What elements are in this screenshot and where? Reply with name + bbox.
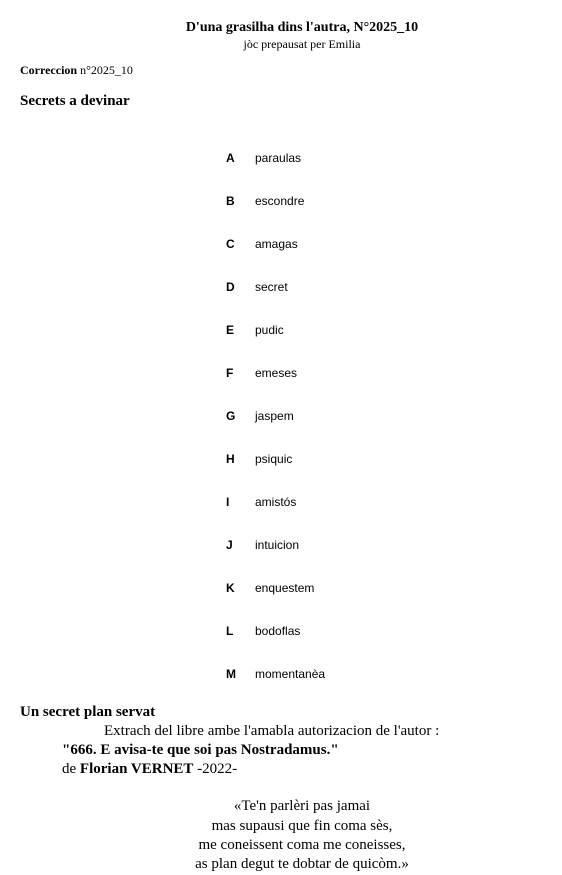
poem-line: me coneissent coma me coneisses, <box>198 837 406 853</box>
grid-word: bodoflas <box>255 624 301 638</box>
grid-word: paraulas <box>255 151 302 165</box>
grid-letter: A <box>226 151 235 165</box>
excerpt-intro: Extrach del libre ambe l'amabla autorizacion de l'autor : <box>104 723 440 739</box>
poem-line: as plan degut te dobtar de quicòm.» <box>195 856 409 872</box>
grid-letter: H <box>226 452 235 466</box>
page-subtitle: jòc prepausat per Emilia <box>243 37 361 51</box>
author-line <box>62 761 237 778</box>
correction-number: n°2025_10 <box>80 63 133 77</box>
grid-word: momentanèa <box>255 667 326 681</box>
grid-letter: K <box>226 581 235 595</box>
correction-label <box>20 63 133 78</box>
author-name: Florian VERNET <box>79 761 194 777</box>
grid-word: pudic <box>255 323 284 337</box>
grid-word: psiquic <box>255 452 293 466</box>
grid-word: escondre <box>255 194 305 208</box>
grid-word: jaspem <box>255 409 294 423</box>
grid-word: enquestem <box>255 581 315 595</box>
grid-section-heading: Secrets a devinar <box>20 93 130 109</box>
grid-word: intuicion <box>255 538 300 552</box>
grid-word: secret <box>255 280 288 294</box>
grid-word: emeses <box>255 366 298 380</box>
author-year: -2022- <box>193 761 238 777</box>
excerpt-heading: Un secret plan servat <box>20 704 156 720</box>
grid-letter: C <box>226 237 235 251</box>
book-title: "666. E avisa-te que soi pas Nostradamus." <box>62 742 339 758</box>
page-title: D'una grasilha dins l'autra, N°2025_10 <box>185 20 419 35</box>
grid-letter: I <box>226 495 230 509</box>
grid-letter: G <box>226 409 236 423</box>
grid-letter: M <box>226 667 236 681</box>
grid-letter: D <box>226 280 235 294</box>
grid-letter: B <box>226 194 235 208</box>
grid-letter: E <box>226 323 235 337</box>
grid-word: amistós <box>255 495 297 509</box>
correction-word: Correccion <box>20 63 78 77</box>
grid-letter: J <box>226 538 233 552</box>
grid-letter: F <box>226 366 234 380</box>
author-prefix: de <box>62 761 77 777</box>
grid-word: amagas <box>255 237 298 251</box>
grid-letter: L <box>226 624 234 638</box>
poem-line: mas supausi que fin coma sès, <box>211 818 393 834</box>
poem-line: «Te'n parlèri pas jamai <box>233 798 371 814</box>
